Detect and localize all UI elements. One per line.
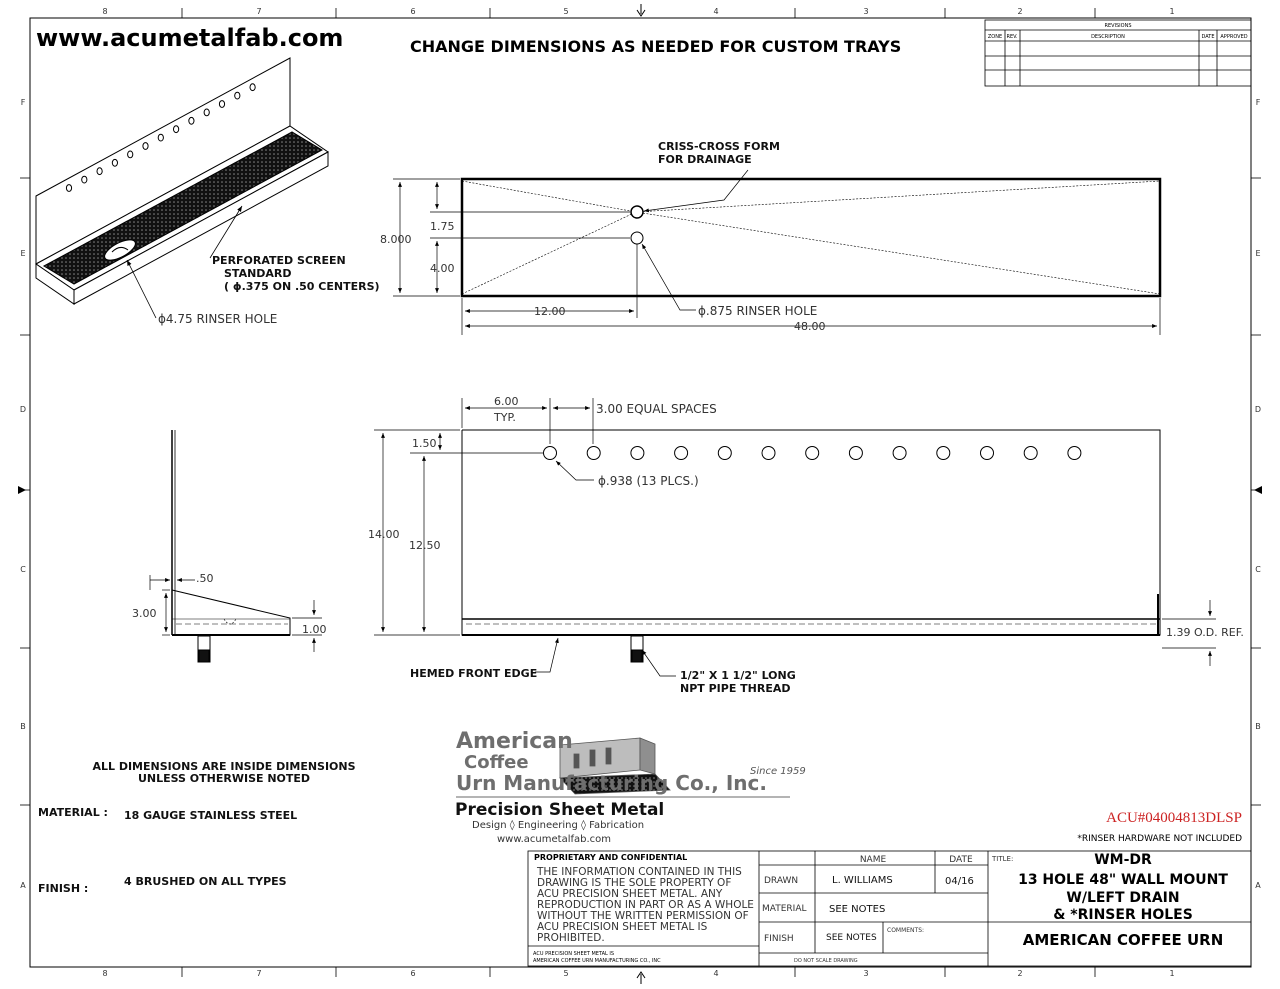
front-view-outline [462,430,1160,635]
top-view-rinser-hole [631,232,643,244]
side-pipe-thread [199,650,209,662]
screen-label-line2: STANDARD [224,267,292,280]
proprietary-line-1: THE INFORMATION CONTAINED IN THIS [537,866,742,878]
revisions-col-rev: REV. [1006,34,1018,40]
side-view-dimensions [150,575,322,652]
left-zone-a: A [20,881,26,890]
revisions-col-description: DESCRIPTION [1091,34,1125,40]
title-line-3: W/LEFT DRAIN [1066,890,1180,906]
title-material-label: MATERIAL [762,904,807,914]
front-equal-spaces: 3.00 EQUAL SPACES [596,402,717,416]
note-material-label: MATERIAL : [38,806,108,819]
right-zone-d: D [1254,405,1262,414]
title-finish-value: SEE NOTES [826,933,877,943]
front-wall-hole-5 [718,447,731,460]
front-dim-600: 6.00 [494,395,519,408]
screen-label-line3: ( ϕ.375 ON .50 CENTERS) [224,280,380,293]
title-line-1: WM-DR [1094,852,1152,868]
front-pipe-thread [632,650,642,662]
revisions-col-zone: ZONE [987,34,1003,40]
top-dim-400: 4.00 [430,262,455,275]
front-wall-holes [544,447,1081,460]
front-dim-1400: 14.00 [368,528,400,541]
front-wall-hole-9 [893,447,906,460]
front-view [462,430,1160,662]
front-wall-hole-3 [631,447,644,460]
proprietary-line-4: REPRODUCTION IN PART OR AS A WHOLE [537,899,754,911]
pipe-label-2: NPT PIPE THREAD [680,682,791,695]
top-zone-1: 1 [1169,7,1175,16]
iso-wall-hole-12 [235,92,240,99]
note-dimensions-1: ALL DIMENSIONS ARE INSIDE DIMENSIONS [92,760,356,773]
title-material-value: SEE NOTES [829,904,886,915]
iso-wall-hole-1 [66,185,71,192]
title-drawn-name: L. WILLIAMS [832,875,893,886]
proprietary-line-6: ACU PRECISION SHEET METAL IS [537,921,708,933]
title-comments-label: COMMENTS: [887,927,925,934]
part-number: ACU#04004813DLSP [1106,810,1242,826]
logo-line-american: American [456,729,573,754]
logo-line-coffee: Coffee [464,752,529,773]
revisions-col-date: DATE [1201,34,1215,40]
left-zone-c: C [20,565,26,574]
right-zone-b: B [1255,722,1261,731]
side-view [172,430,290,662]
left-zone-e: E [20,249,26,258]
iso-wall-hole-13 [250,84,255,91]
bottom-zone-2: 2 [1017,969,1023,978]
top-dim-175: 1.75 [430,220,455,233]
title-date-header: DATE [949,855,973,865]
bottom-zone-6: 6 [410,969,416,978]
top-view-outline [462,179,1160,296]
note-dimensions-2: UNLESS OTHERWISE NOTED [137,772,311,785]
criss-cross-label-1: CRISS-CROSS FORM [658,140,780,153]
front-wall-hole-13 [1068,447,1081,460]
top-view [462,179,1160,296]
top-rinser-hole-label: ϕ.875 RINSER HOLE [698,304,818,318]
logo-url: www.acumetalfab.com [497,834,612,845]
title-drawn-label: DRAWN [764,876,799,886]
top-zone-6: 6 [410,7,416,16]
front-wall-hole-6 [762,447,775,460]
front-wall-hole-12 [1024,447,1037,460]
side-dim-050: .50 [196,572,214,585]
bottom-zone-5: 5 [563,969,569,978]
top-zone-3: 3 [863,7,869,16]
note-finish-label: FINISH : [38,882,89,895]
top-dim-4800: 48.00 [794,320,826,333]
iso-wall-hole-10 [204,109,209,116]
top-dim-depth: 8.000 [380,233,412,246]
proprietary-line-3: ACU PRECISION SHEET METAL. ANY [537,888,723,900]
front-dim-1250: 12.50 [409,539,441,552]
criss-cross-lines [462,181,1160,294]
right-zone-e: E [1255,249,1261,258]
front-od-ref: 1.39 O.D. REF. [1166,626,1244,639]
top-view-drain-hole [631,206,643,218]
side-dim-300: 3.00 [132,607,157,620]
title-footer-2: AMERICAN COFFEE URN MANUFACTURING CO., INC [533,958,661,964]
title-finish-label: FINISH [764,934,794,944]
front-wall-hole-8 [849,447,862,460]
bottom-zone-1: 1 [1169,969,1175,978]
note-material-value: 18 GAUGE STAINLESS STEEL [124,809,298,822]
iso-wall-hole-2 [82,176,87,183]
front-wall-hole-10 [937,447,950,460]
logo-services: Design ◊ Engineering ◊ Fabrication [472,820,645,831]
right-zone-c: C [1255,565,1261,574]
proprietary-line-7: PROHIBITED. [537,932,605,944]
bottom-zone-8: 8 [102,969,108,978]
top-dim-1200: 12.00 [534,305,566,318]
front-dim-typ: TYP. [494,411,516,424]
revisions-col-approved: APPROVED [1220,34,1248,40]
proprietary-title: PROPRIETARY AND CONFIDENTIAL [534,853,688,862]
rinser-hardware-note: *RINSER HARDWARE NOT INCLUDED [1077,834,1242,844]
title-company: AMERICAN COFFEE URN [1022,931,1224,949]
top-zone-2: 2 [1017,7,1023,16]
left-zone-b: B [20,722,26,731]
iso-wall-hole-4 [112,159,117,166]
front-wall-hole-4 [675,447,688,460]
logo-line-urn: Urn Manufacturing Co., Inc. [456,771,767,795]
right-zone-f: F [1255,98,1261,107]
title-name-header: NAME [859,855,887,865]
title-do-not-scale: DO NOT SCALE DRAWING [794,958,858,964]
iso-wall-hole-11 [219,101,224,108]
top-zone-8: 8 [102,7,108,16]
revisions-title: REVISIONS [1104,23,1132,29]
pipe-label-1: 1/2" X 1 1/2" LONG [680,669,796,682]
logo-since: Since 1959 [750,766,806,777]
criss-cross-label-2: FOR DRAINAGE [658,153,752,166]
iso-wall-hole-8 [174,126,179,133]
front-wall-hole-2 [587,447,600,460]
top-zone-5: 5 [563,7,569,16]
note-finish-value: 4 BRUSHED ON ALL TYPES [124,875,287,888]
iso-wall-hole-6 [143,143,148,150]
title-line-4: & *RINSER HOLES [1053,907,1193,923]
screen-label-line1: PERFORATED SCREEN [212,254,346,267]
proprietary-line-2: DRAWING IS THE SOLE PROPERTY OF [537,877,732,889]
revisions-table [985,20,1251,86]
front-dim-150: 1.50 [412,437,437,450]
iso-wall-hole-7 [158,134,163,141]
side-tray-profile [172,590,290,635]
bottom-zone-3: 3 [863,969,869,978]
iso-wall-hole-5 [128,151,133,158]
left-zone-f: F [20,98,26,107]
iso-wall-hole-9 [189,117,194,124]
front-hole-callout: ϕ.938 (13 PLCS.) [598,474,699,488]
title-label: TITLE: [992,855,1014,863]
title-footer-1: ACU PRECISION SHEET METAL IS [533,951,615,957]
top-zone-4: 4 [713,7,719,16]
logo-precision-sheet-metal: Precision Sheet Metal [455,800,665,820]
hemmed-edge-label: HEMED FRONT EDGE [410,667,538,680]
right-zone-a: A [1255,881,1261,890]
left-zone-d: D [19,405,27,414]
front-wall-hole-1 [544,447,557,460]
iso-wall-hole-3 [97,168,102,175]
front-wall-hole-7 [806,447,819,460]
title-line-2: 13 HOLE 48" WALL MOUNT [1018,872,1228,888]
title-drawn-date: 04/16 [945,876,974,887]
bottom-zone-4: 4 [713,969,719,978]
top-zone-7: 7 [256,7,262,16]
iso-rinser-hole-label: ϕ4.75 RINSER HOLE [158,312,278,326]
website-url: www.acumetalfab.com [36,24,344,52]
side-dim-100: 1.00 [302,623,327,636]
front-wall-hole-11 [981,447,994,460]
proprietary-line-5: WITHOUT THE WRITTEN PERMISSION OF [537,910,749,922]
page-heading: CHANGE DIMENSIONS AS NEEDED FOR CUSTOM TRAYS [410,37,902,56]
company-logo [455,729,806,845]
bottom-zone-7: 7 [256,969,262,978]
